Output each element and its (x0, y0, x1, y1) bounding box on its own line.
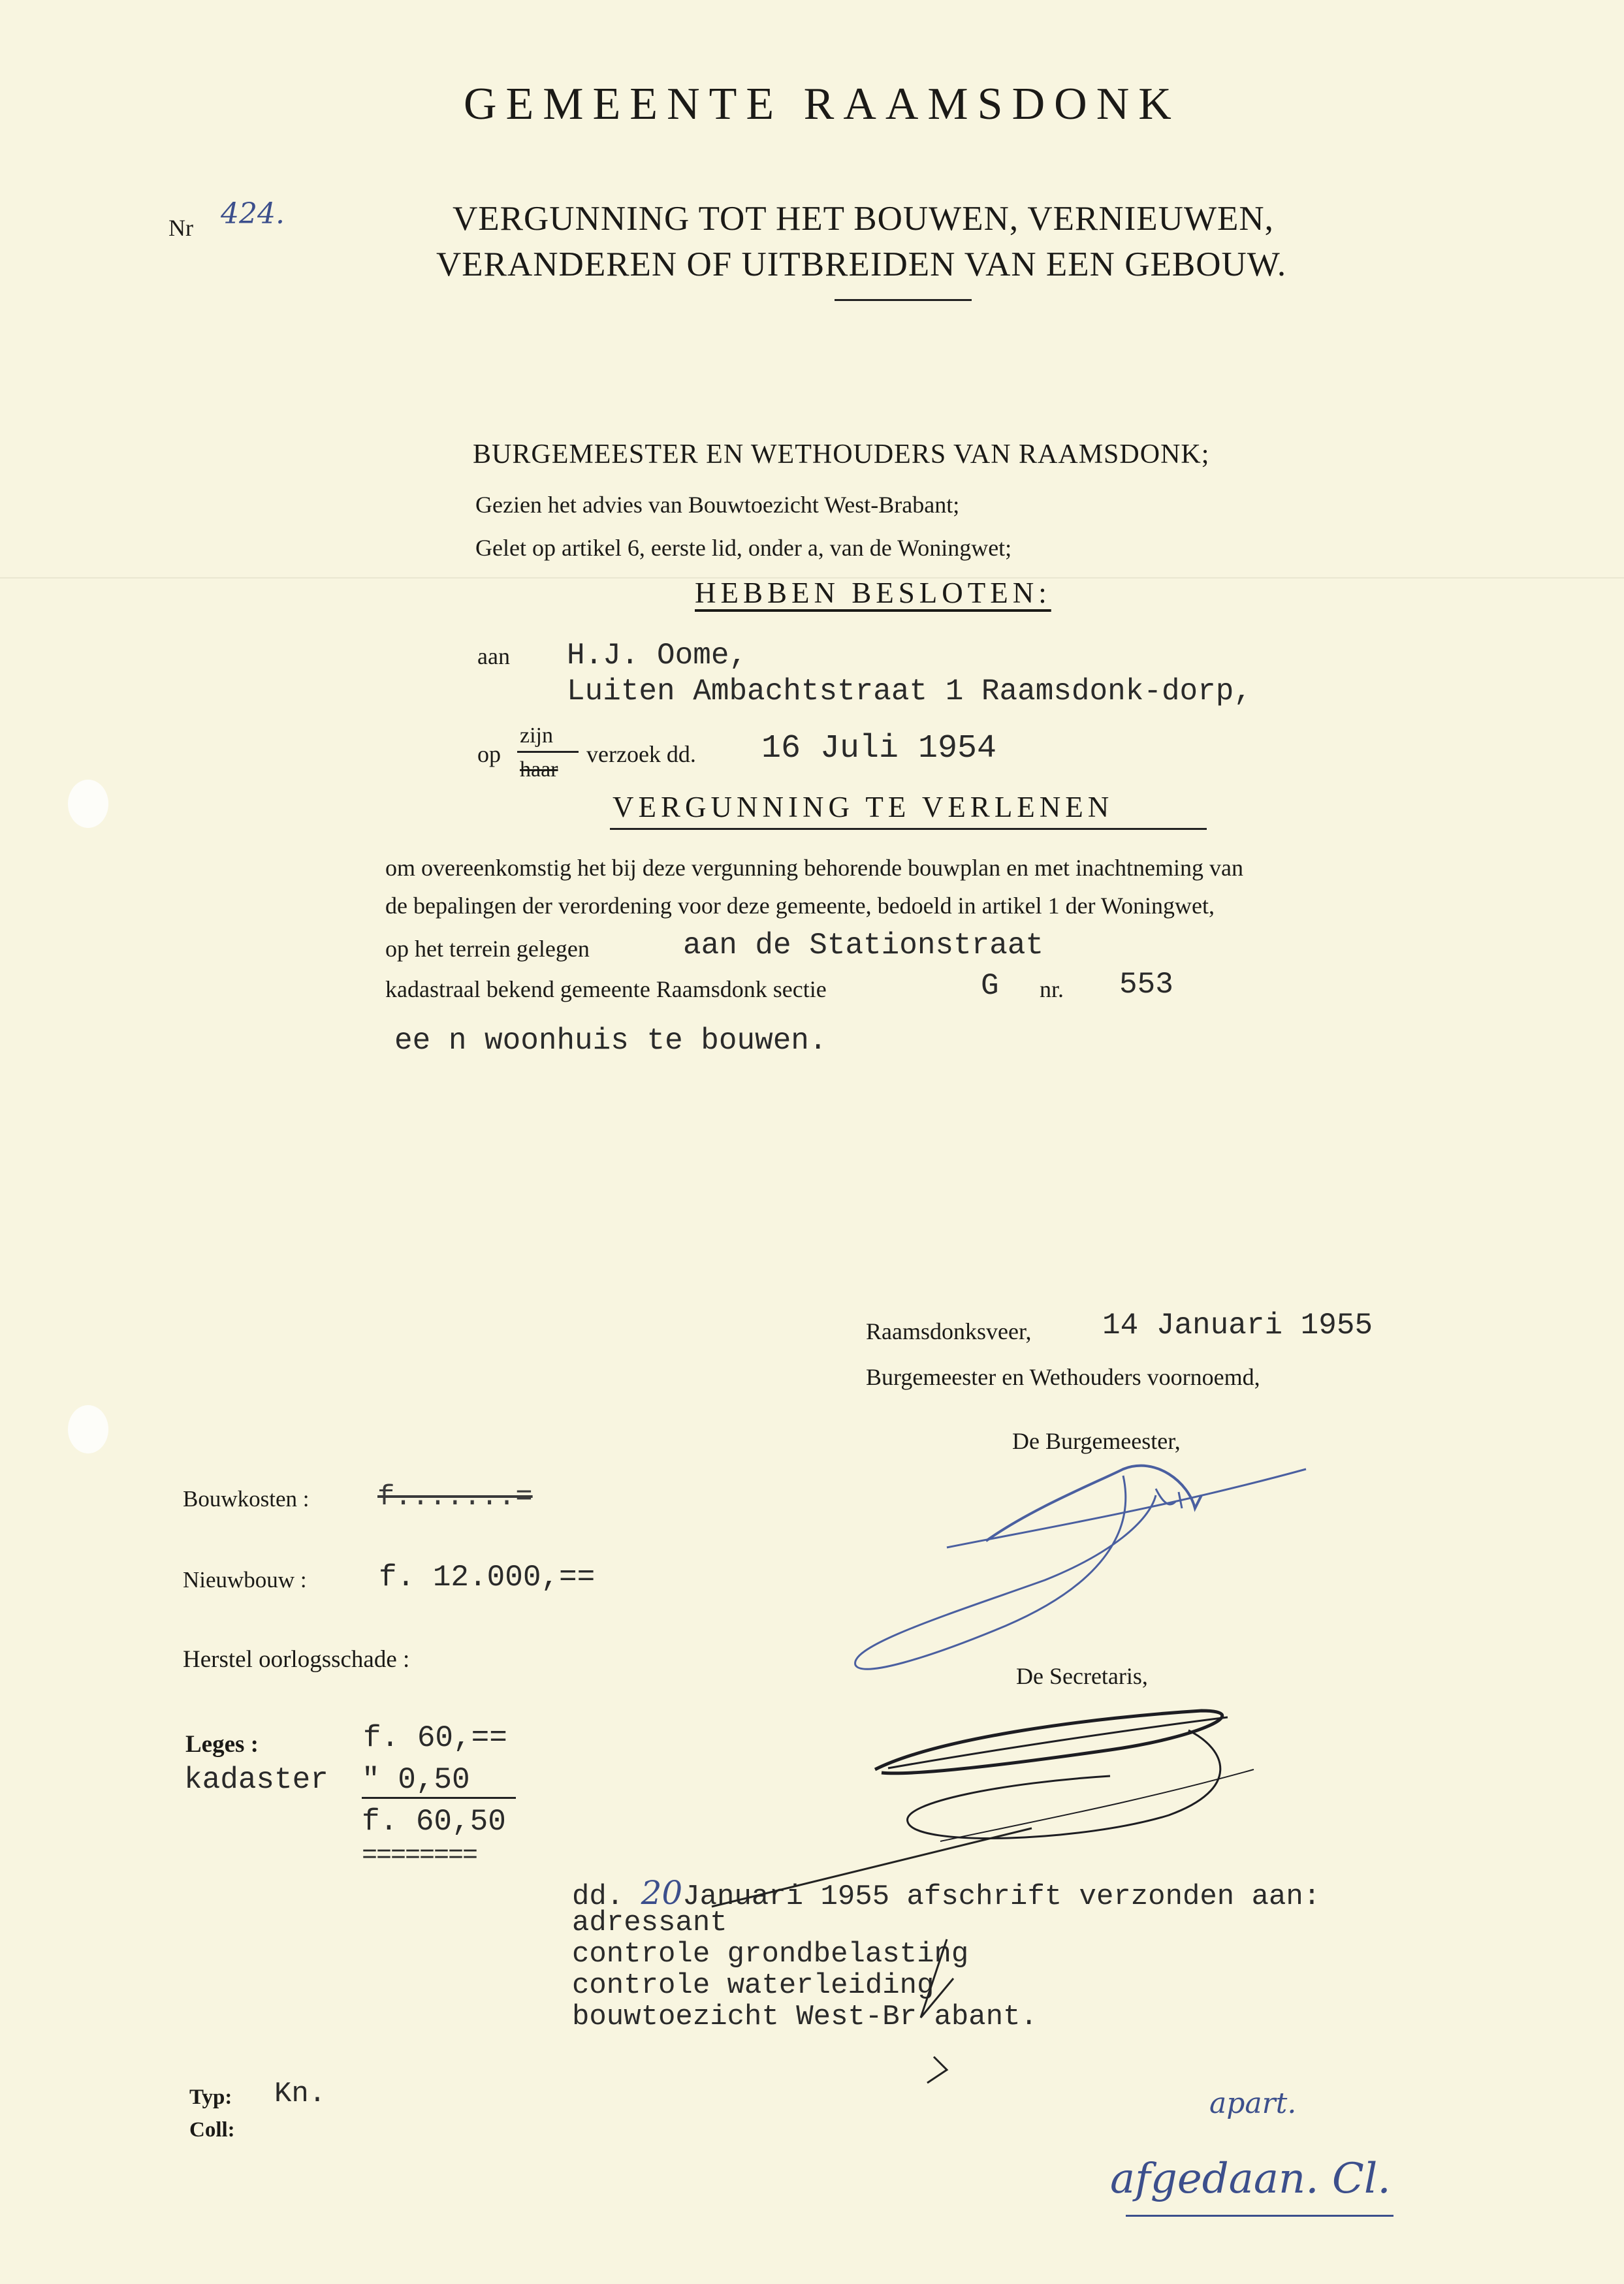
secretaris-label: De Secretaris, (1016, 1663, 1148, 1689)
cadastral-nr-label: nr. (1040, 976, 1064, 1002)
copy-recipient: bouwtoezicht West-Br abant. (572, 2001, 1038, 2033)
cadastral-nr-value: 553 (1119, 968, 1173, 1002)
aan-label: aan (477, 643, 510, 669)
permit-object: ee n woonhuis te bouwen. (394, 1024, 827, 1058)
body-line-2: de bepalingen der verordening voor deze gemeente, bedoeld in artikel 1 der Woningwet, (385, 893, 1215, 919)
bouwkosten-value-struck: f.......= (377, 1481, 533, 1514)
municipality-title: GEMEENTE RAAMSDONK (464, 79, 1181, 129)
decision-heading-vergunning: VERGUNNING TE VERLENEN (613, 791, 1114, 823)
total-value: f. 60,50 (362, 1805, 506, 1839)
punch-hole-upper (68, 780, 108, 828)
title-divider (835, 299, 972, 301)
number-label: Nr (168, 215, 193, 241)
op-label: op (477, 741, 501, 767)
cadastral-section: G (981, 969, 999, 1003)
copy-recipient: controle grondbelasting (572, 1938, 969, 1971)
nieuwbouw-value: f. 12.000,== (379, 1561, 596, 1594)
issue-date: 14 Januari 1955 (1102, 1309, 1373, 1342)
gelet-clause: Gelet op artikel 6, eerste lid, onder a, van de Woningwet; (475, 535, 1012, 561)
typ-label: Typ: (189, 2086, 232, 2109)
decision-heading-besloten: HEBBEN BESLOTEN: (695, 577, 1051, 609)
authority-heading: BURGEMEESTER EN WETHOUDERS VAN RAAMSDONK; (473, 439, 1210, 469)
nieuwbouw-label: Nieuwbouw : (183, 1567, 307, 1593)
cadastral-label: kadastraal bekend gemeente Raamsdonk sectie (385, 976, 827, 1002)
total-double-rule: ======== (362, 1841, 477, 1871)
request-date: 16 Juli 1954 (761, 730, 997, 767)
decision-underline (610, 828, 1207, 830)
apart-note: apart. (1209, 2087, 1297, 2120)
kadaster-label: kadaster (184, 1763, 328, 1797)
subtitle-line-1: VERGUNNING TOT HET BOUWEN, VERNIEUWEN, (453, 200, 1274, 238)
kadaster-value: " 0,50 (362, 1763, 470, 1797)
typ-value: Kn. (274, 2078, 326, 2110)
copies-heading-rest: Januari 1955 afschrift verzonden aan: (682, 1880, 1321, 1913)
zijn-option: zijn (520, 723, 553, 748)
sum-rule (362, 1797, 516, 1799)
gezien-clause: Gezien het advies van Bouwtoezicht West-Brabant; (475, 492, 960, 518)
terrain-location: aan de Stationstraat (683, 928, 1044, 962)
voornoemd-line: Burgemeester en Wethouders voornoemd, (866, 1364, 1260, 1390)
verzoek-label: verzoek dd. (586, 741, 696, 767)
zijn-haar-divider (517, 751, 579, 753)
subtitle-line-2: VERANDEREN OF UITBREIDEN VAN EEN GEBOUW. (436, 246, 1287, 283)
herstel-label: Herstel oorlogsschade : (183, 1646, 410, 1673)
copies-day: 20 (641, 1874, 683, 1912)
leges-value: f. 60,== (363, 1721, 507, 1755)
punch-hole-lower (68, 1405, 108, 1453)
place-label: Raamsdonksveer, (866, 1318, 1032, 1344)
haar-option-struck: haar (520, 757, 558, 782)
copy-recipient: adressant (572, 1907, 727, 1939)
afgedaan-underline (1126, 2215, 1393, 2217)
copy-recipient: controle waterleiding (572, 1969, 934, 2002)
afgedaan-note: afgedaan. Cl. (1110, 2155, 1391, 2203)
body-line-1: om overeenkomstig het bij deze vergunning behorende bouwplan en met inachtneming van (385, 855, 1243, 881)
addressee-address: Luiten Ambachtstraat 1 Raamsdonk-dorp, (567, 674, 1252, 708)
copies-prefix: dd. (572, 1880, 624, 1913)
leges-label: Leges : (185, 1731, 259, 1758)
terrain-label: op het terrein gelegen (385, 936, 590, 962)
number-value: 424. (221, 197, 285, 230)
coll-label: Coll: (189, 2118, 235, 2142)
copies-strike-mark (705, 1822, 1045, 2109)
bouwkosten-label: Bouwkosten : (183, 1486, 310, 1512)
addressee-name: H.J. Oome, (567, 639, 748, 673)
burgemeester-label: De Burgemeester, (1012, 1428, 1181, 1454)
